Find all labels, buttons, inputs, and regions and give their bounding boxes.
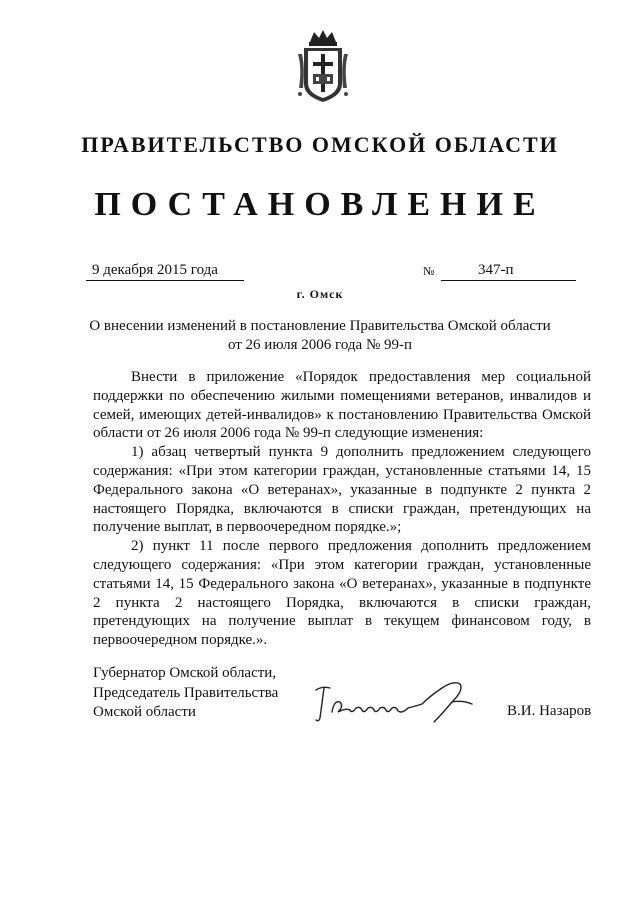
document-body xyxy=(93,368,591,650)
number-label: № xyxy=(423,264,435,278)
document-subject xyxy=(80,317,560,355)
signer-title-line-2: Председатель Правительства xyxy=(93,684,279,701)
organization-name: ПРАВИТЕЛЬСТВО ОМСКОЙ ОБЛАСТИ xyxy=(81,132,559,157)
signer-name: В.И. Назаров xyxy=(507,703,592,719)
signer-title xyxy=(93,664,278,723)
subject-line-1: О внесении изменений в постановление Правительства Омской области xyxy=(89,318,551,334)
signer-title-line-1: Губернатор Омской области, xyxy=(93,665,277,681)
document-date: 9 декабря 2015 года xyxy=(86,262,244,281)
signer-title-line-3: Омской области xyxy=(93,704,196,720)
body-paragraph-3: 2) пункт 11 после первого предложения дополнить предложением следующего содержания: «При этом категории граждан, установленные статьями 14, 15 Федерального закона «О ветеранах», указанные в подпункте 2 пункта 2 настоящего Порядка, включаются в списки граждан, претендующих на получение выплат в текущем финансовом году, в первоочередном порядке.». xyxy=(93,538,591,649)
city: г. Омск xyxy=(296,287,344,301)
signature-icon xyxy=(312,678,482,726)
coat-of-arms-icon xyxy=(296,28,350,106)
subject-line-2: от 26 июля 2006 года № 99-п xyxy=(227,337,413,353)
body-paragraph-2: 1) абзац четвертый пункта 9 дополнить предложением следующего содержания: «При этом категории граждан, установленные статьями 14, 15 Федерального закона «О ветеранах», указанные в подпункте 2 пункта 2 настоящего Порядка, включаются в списки граждан, претендующих на получение выплат, в первоочередном порядке.»; xyxy=(93,444,591,536)
body-paragraph-1: Внести в приложение «Порядок предоставления мер социальной поддержки по обеспечению жилыми помещениями ветеранов, инвалидов и семей, имеющих детей-инвалидов» к постановлению Правительства Омской области от 26 июля 2006 года № 99-п следующие изменения: xyxy=(93,369,591,442)
document-number: 347-п xyxy=(441,262,576,281)
document-type: ПОСТАНОВЛЕНИЕ xyxy=(94,186,546,223)
